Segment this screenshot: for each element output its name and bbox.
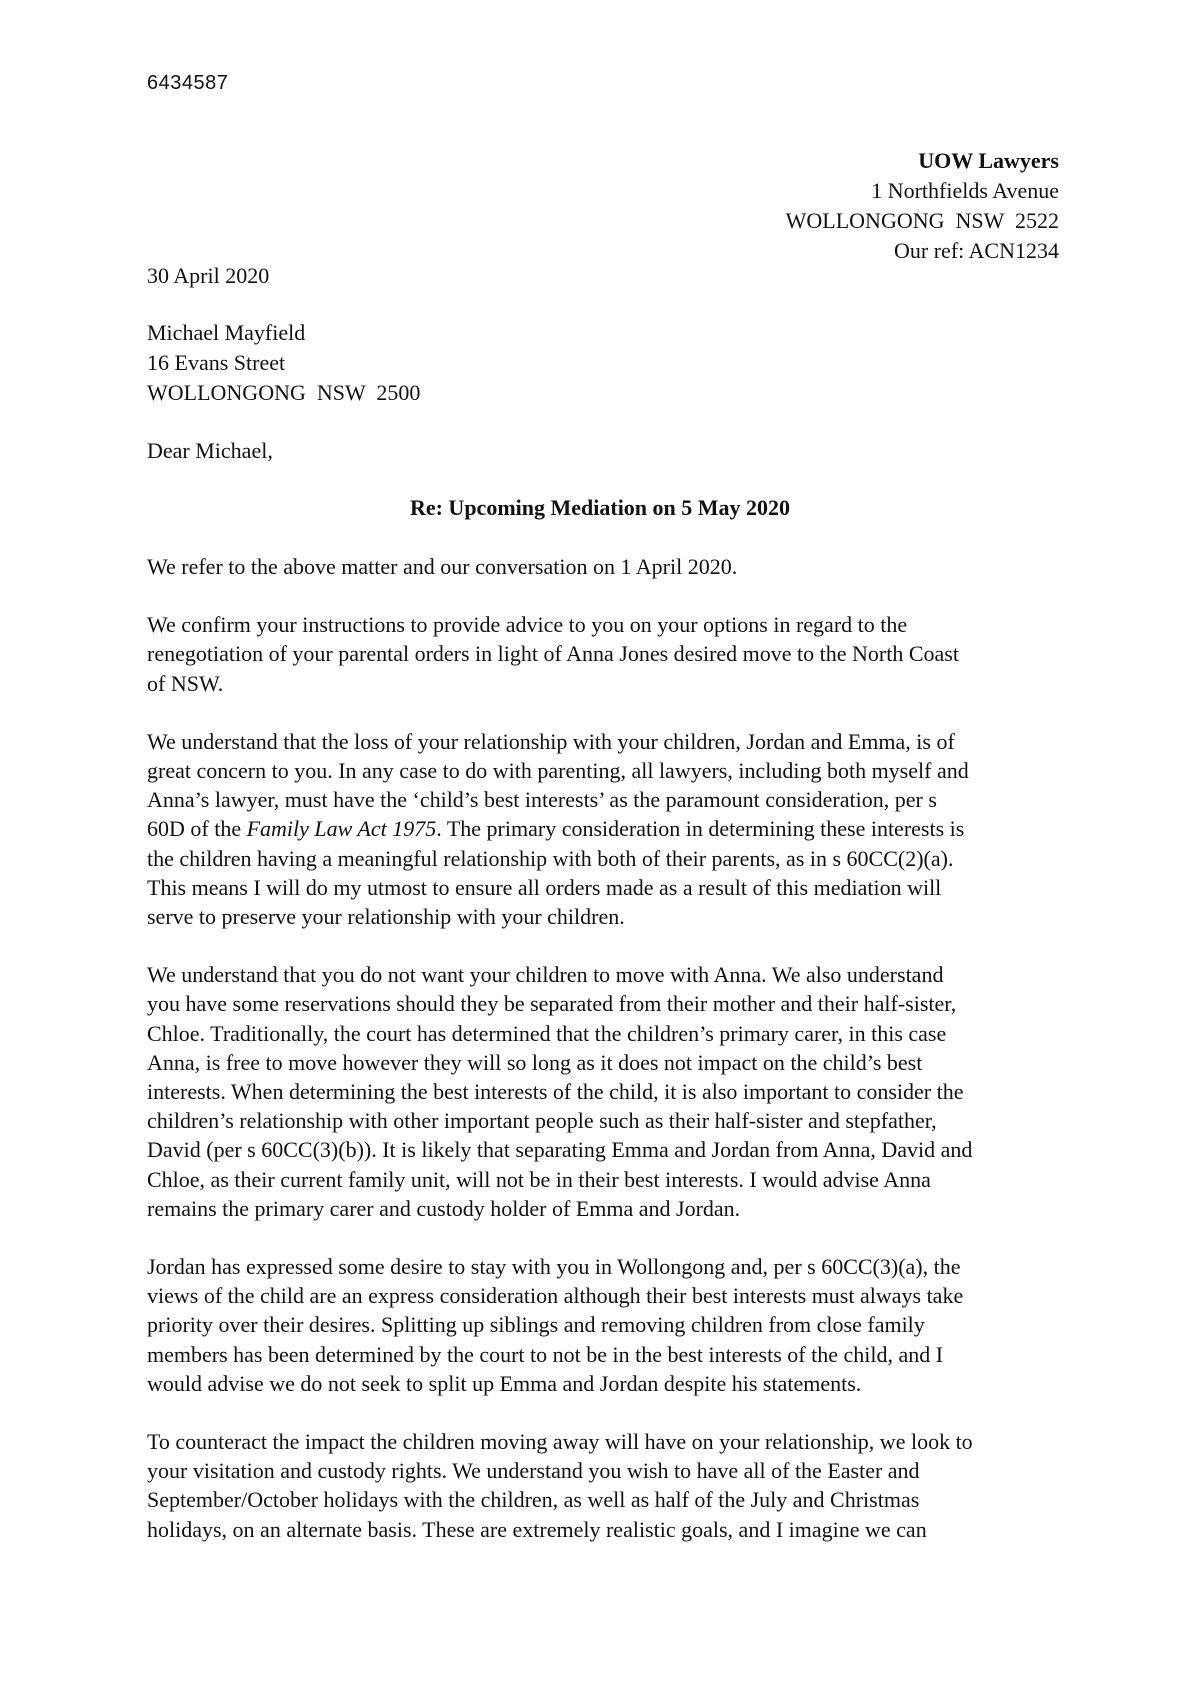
recipient-street: 16 Evans Street [147, 350, 286, 375]
act-title: Family Law Act 1975 [246, 816, 437, 842]
paragraph-line: you have some reservations should they be separated from their mother and their half-sister, [147, 991, 957, 1017]
line-text: . The primary consideration in determining these interests is [436, 816, 965, 842]
sender-reference: Our ref: ACN1234 [894, 238, 1059, 263]
paragraph-line: Chloe, as their current family unit, will not be in their best interests. I would advise Anna [147, 1166, 931, 1192]
salutation: Dear Michael, [147, 438, 273, 463]
document-id: 6434587 [147, 72, 229, 94]
paragraph-line: To counteract the impact the children moving away will have on your relationship, we look to [147, 1429, 973, 1455]
paragraph-line: holidays, on an alternate basis. These are extremely realistic goals, and I imagine we can [147, 1516, 927, 1542]
letter-body [147, 552, 1059, 1573]
paragraph-line: remains the primary carer and custody holder of Emma and Jordan. [147, 1195, 741, 1221]
paragraph-line: views of the child are an express consideration although their best interests must always take [147, 1283, 964, 1309]
letter-date: 30 April 2020 [147, 263, 270, 288]
paragraph-line: We understand that the loss of your relationship with your children, Jordan and Emma, is of [147, 728, 955, 754]
paragraph-line: renegotiation of your parental orders in light of Anna Jones desired move to the North Coast [147, 641, 959, 667]
paragraph-line: the children having a meaningful relationship with both of their parents, as in s 60CC(2)(a). [147, 845, 954, 871]
recipient-block [147, 318, 1059, 408]
paragraph-line: members has been determined by the court to not be in the best interests of the child, and I [147, 1341, 944, 1367]
paragraph-line: priority over their desires. Splitting up siblings and removing children from close family [147, 1312, 925, 1338]
sender-firm-name: UOW Lawyers [918, 148, 1059, 173]
paragraph-line: Jordan has expressed some desire to stay with you in Wollongong and, per s 60CC(3)(a), the [147, 1254, 961, 1280]
sender-block [786, 146, 1059, 266]
paragraph-3 [147, 727, 1059, 931]
paragraph-line [147, 814, 1059, 843]
paragraph-line: would advise we do not seek to split up Emma and Jordan despite his statements. [147, 1370, 862, 1396]
paragraph-1 [147, 552, 1059, 581]
paragraph-line: Chloe. Traditionally, the court has determined that the children’s primary carer, in this case [147, 1020, 947, 1046]
paragraph-2 [147, 610, 1059, 698]
paragraph-line: interests. When determining the best interests of the child, it is also important to consider the [147, 1079, 964, 1105]
paragraph-6 [147, 1427, 1059, 1544]
subject-line: Re: Upcoming Mediation on 5 May 2020 [409, 495, 791, 520]
sender-address-line2: WOLLONGONG NSW 2522 [785, 208, 1059, 233]
sender-address-line1: 1 Northfields Avenue [871, 178, 1059, 203]
recipient-name: Michael Mayfield [147, 320, 306, 345]
paragraph-line: children’s relationship with other important people such as their half-sister and stepfather, [147, 1108, 937, 1134]
paragraph-line: We understand that you do not want your children to move with Anna. We also understand [147, 962, 944, 988]
paragraph-line: great concern to you. In any case to do with parenting, all lawyers, including both myself and [147, 758, 969, 784]
paragraph-line: We refer to the above matter and our conversation on 1 April 2020. [147, 554, 738, 579]
paragraph-line: David (per s 60CC(3)(b)). It is likely that separating Emma and Jordan from Anna, David and [147, 1137, 973, 1163]
paragraph-4 [147, 960, 1059, 1223]
paragraph-line: September/October holidays with the children, as well as half of the July and Christmas [147, 1487, 920, 1513]
paragraph-line: of NSW. [147, 670, 224, 696]
paragraph-line: Anna, is free to move however they will so long as it does not impact on the child’s best [147, 1049, 923, 1075]
paragraph-line: This means I will do my utmost to ensure all orders made as a result of this mediation will [147, 874, 942, 900]
paragraph-line: your visitation and custody rights. We understand you wish to have all of the Easter and [147, 1458, 920, 1484]
line-text: 60D of the [147, 816, 247, 842]
recipient-city: WOLLONGONG NSW 2500 [147, 380, 421, 405]
paragraph-5 [147, 1252, 1059, 1398]
paragraph-line: Anna’s lawyer, must have the ‘child’s best interests’ as the paramount consideration, per s [147, 787, 937, 813]
paragraph-line: serve to preserve your relationship with your children. [147, 904, 625, 930]
paragraph-line: We confirm your instructions to provide advice to you on your options in regard to the [147, 612, 908, 638]
